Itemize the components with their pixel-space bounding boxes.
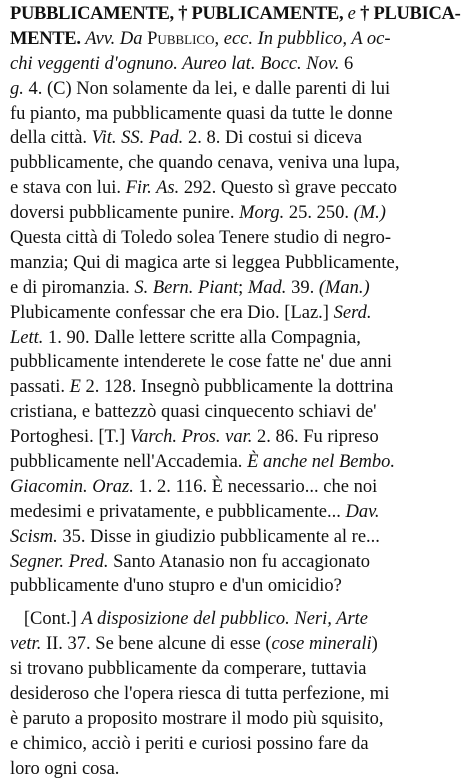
text-line [10, 574, 463, 599]
text-run: 6 [339, 53, 354, 74]
italic-text: È anche nel Bembo. [247, 452, 396, 473]
text-line [10, 151, 463, 176]
entry-paragraph-cont [10, 607, 463, 781]
text-run: e chimico, acciò i periti e curiosi possino fare da [10, 733, 369, 754]
italic-text: Serd. [333, 302, 372, 323]
text-line [10, 126, 463, 151]
italic-text: Giacomin. Oraz. [10, 476, 134, 497]
text-run: pubblicamente, che quando cenava, veniva una lupa, [10, 153, 400, 174]
italic-text: Morg. [239, 203, 285, 224]
text-run: [Cont.] [10, 609, 82, 630]
text-line [10, 375, 463, 400]
text-line [10, 301, 463, 326]
text-run: ; [238, 277, 248, 298]
text-line [10, 707, 463, 732]
headword: † PLUBICA- [355, 4, 461, 24]
text-run: della città. [10, 128, 92, 149]
italic-text: (M.) [353, 203, 386, 224]
text-run: pubblicamente nell'Accademia. [10, 452, 248, 473]
text-run: 4. (C) Non solamente da lei, e dalle parenti di lui [23, 78, 391, 99]
text-line [10, 350, 463, 375]
italic-text: (Man.) [318, 277, 370, 298]
italic-text: Vit. SS. Pad. [91, 128, 184, 149]
italic-text: ecc. In pubblico, A oc- [223, 28, 391, 49]
text-run: loro ogni cosa. [10, 758, 120, 779]
text-line [10, 732, 463, 757]
text-run: si trovano pubblicamente da comperare, tuttavia [10, 659, 367, 680]
italic-text: Scism. [10, 526, 58, 547]
text-run: 2. 86. Fu ripreso [252, 427, 379, 448]
text-run: 2. 8. Di costui si diceva [183, 128, 363, 149]
text-run: 2. 128. Insegnò pubblicamente la dottrina [80, 377, 394, 398]
text-run: 292. Questo sì grave peccato [179, 178, 398, 199]
italic-text: Varch. Pros. var. [129, 427, 253, 448]
italic-text: Mad. [247, 277, 287, 298]
italic-text: chi veggenti d'ognuno. Aureo lat. Bocc. Nov. [10, 53, 340, 74]
headword: MENTE. [10, 28, 81, 49]
text-run: Questa città di Toledo solea Tenere studio di negro- [10, 228, 392, 249]
text-run: medesimi e privatamente, e pubblicamente... [10, 501, 346, 522]
text-run: 39. [286, 277, 319, 298]
text-line [10, 400, 463, 425]
text-line [10, 500, 463, 525]
italic-text: g. [10, 78, 24, 99]
text-run: manzia; Qui di magica arte si leggea Pubblicamente, [10, 252, 400, 273]
text-run: doversi pubblicamente punire. [10, 203, 240, 224]
text-line [10, 757, 463, 782]
text-run: Plubicamente confessar che era Dio. [Laz.] [10, 302, 334, 323]
text-run: 1. 2. 116. È necessario... che noi [133, 476, 378, 497]
text-run: 25. 250. [284, 203, 354, 224]
text-line [10, 425, 463, 450]
entry-paragraph-main [10, 2, 463, 599]
italic-text: Dav. [345, 501, 380, 522]
text-line [10, 52, 463, 77]
text-run: pubblicamente intenderete le cose fatte ne' due anni [10, 352, 392, 373]
text-line [10, 550, 463, 575]
text-run: desideroso che l'opera riesca di tutta perfezione, mi [10, 684, 390, 705]
italic-text: Avv. [85, 28, 116, 49]
text-line [10, 2, 463, 27]
italic-text: S. Bern. Piant [134, 277, 239, 298]
text-run: è paruto a proposito mostrare il modo più squisito, [10, 708, 384, 729]
text-run: pubblicamente d'uno stupro e d'un omicidio? [10, 576, 342, 597]
text-line [10, 326, 463, 351]
text-line [10, 607, 463, 632]
text-line [10, 657, 463, 682]
text-run: passati. [10, 377, 70, 398]
text-line [10, 201, 463, 226]
text-line [10, 251, 463, 276]
italic-text: vetr. [10, 634, 42, 655]
text-line [10, 27, 463, 52]
text-run: cristiana, e battezzò quasi cinquecento schiavi de' [10, 402, 377, 423]
text-run: e di piromanzia. [10, 277, 135, 298]
text-run: II. 37. Se bene alcune di esse ( [41, 634, 272, 655]
small-caps-text: Pubblico [147, 28, 215, 49]
italic-text: Da [119, 28, 148, 49]
text-run: 35. Disse in giudizio pubblicamente al re... [57, 526, 380, 547]
italic-text: Lett. [10, 327, 44, 348]
text-line [10, 475, 463, 500]
italic-text: e [347, 4, 356, 24]
text-run: Portoghesi. [T.] [10, 427, 130, 448]
italic-text: Fir. As. [125, 178, 180, 199]
text-line [10, 450, 463, 475]
italic-text: Segner. Pred. [10, 551, 109, 572]
text-line [10, 525, 463, 550]
text-line [10, 226, 463, 251]
text-line [10, 102, 463, 127]
text-run: , [214, 28, 224, 49]
italic-text: A disposizione del pubblico. Neri, Arte [81, 609, 369, 630]
text-line [10, 176, 463, 201]
text-line [10, 77, 463, 102]
italic-text: cose minerali [271, 634, 372, 655]
italic-text: E [69, 377, 81, 398]
text-line [10, 682, 463, 707]
text-run: fu pianto, ma pubblicamente quasi da tutte le donne [10, 103, 393, 124]
text-line [10, 276, 463, 301]
text-line [10, 632, 463, 657]
text-run: 1. 90. Dalle lettere scritte alla Compagnia, [43, 327, 361, 348]
text-run: e stava con lui. [10, 178, 126, 199]
headword: PUBBLICAMENTE, † PUBLICAMENTE, [10, 4, 348, 24]
text-run: Santo Atanasio non fu accagionato [108, 551, 370, 572]
text-run: ) [371, 634, 378, 655]
paragraph-separator [10, 599, 463, 607]
